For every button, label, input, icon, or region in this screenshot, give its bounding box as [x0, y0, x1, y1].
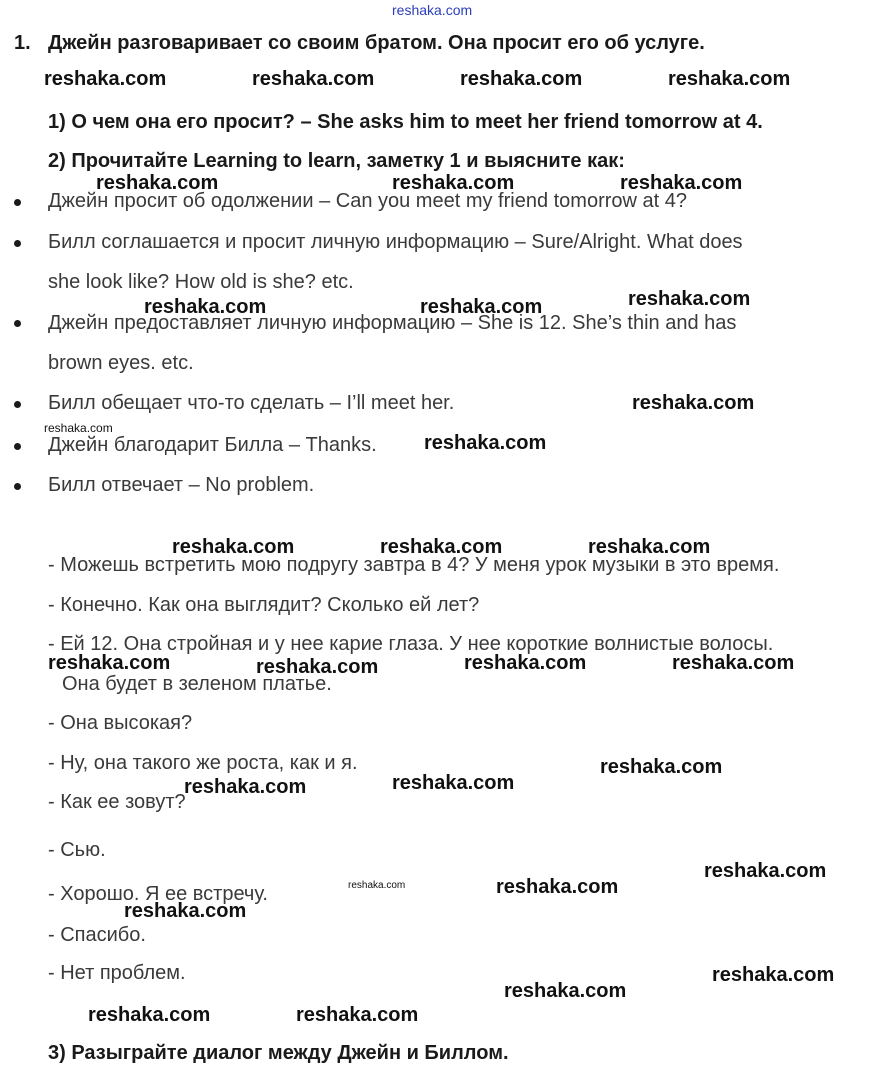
dialog-line: - Ну, она такого же роста, как и я. — [48, 752, 358, 774]
watermark: reshaka.com — [392, 772, 515, 794]
watermark: reshaka.com — [712, 964, 835, 986]
watermark: reshaka.com — [88, 1004, 211, 1026]
task-number: 1. — [14, 32, 31, 54]
question-1: 1) О чем она его просит? – She asks him to meet her friend tomorrow at 4. — [48, 111, 763, 133]
watermark: reshaka.com — [668, 68, 791, 90]
bullet-text: Джейн предоставляет личную информацию – She is 12. She’s thin and has — [48, 312, 737, 334]
watermark: reshaka.com — [704, 860, 827, 882]
dialog-line: - Конечно. Как она выглядит? Сколько ей лет? — [48, 594, 480, 616]
bullet-dot — [14, 240, 21, 247]
bullet-text-continued: she look like? How old is she? etc. — [48, 271, 354, 293]
watermark: reshaka.com — [392, 172, 515, 194]
bullet-text: Билл обещает что-то сделать – I’ll meet her. — [48, 392, 455, 414]
watermark: reshaka.com — [172, 536, 295, 558]
watermark: reshaka.com — [632, 392, 755, 414]
task-title: Джейн разговаривает со своим братом. Она просит его об услуге. — [48, 32, 705, 54]
bullet-text: Джейн благодарит Билла – Thanks. — [48, 434, 377, 456]
watermark: reshaka.com — [96, 172, 219, 194]
bullet-text: Джейн просит об одолжении – Can you meet my friend tomorrow at 4? — [48, 190, 688, 212]
watermark: reshaka.com — [504, 980, 627, 1002]
watermark: reshaka.com — [600, 756, 723, 778]
question-2: 2) Прочитайте Learning to learn, заметку 1 и выясните как: — [48, 150, 625, 172]
watermark: reshaka.com — [380, 536, 503, 558]
bullet-dot — [14, 401, 21, 408]
small-watermark: reshaka.com — [348, 880, 406, 891]
watermark: reshaka.com — [296, 1004, 419, 1026]
dialog-line: - Хорошо. Я ее встречу. — [48, 883, 268, 905]
bullet-text: Билл отвечает – No problem. — [48, 474, 315, 496]
small-watermark: reshaka.com — [44, 421, 113, 435]
dialog-line: - Ей 12. Она стройная и у нее карие глаза. У нее короткие волнистые волосы. — [48, 633, 774, 655]
watermark: reshaka.com — [256, 656, 379, 678]
watermark: reshaka.com — [124, 900, 247, 922]
watermark: reshaka.com — [44, 68, 167, 90]
dialog-line: Она будет в зеленом платье. — [62, 673, 332, 695]
watermark: reshaka.com — [252, 68, 375, 90]
watermark: reshaka.com — [420, 296, 543, 318]
watermark: reshaka.com — [464, 652, 587, 674]
watermark: reshaka.com — [48, 652, 171, 674]
watermark: reshaka.com — [144, 296, 267, 318]
watermark: reshaka.com — [672, 652, 795, 674]
watermark: reshaka.com — [496, 876, 619, 898]
watermark: reshaka.com — [588, 536, 711, 558]
watermark: reshaka.com — [460, 68, 583, 90]
watermark: reshaka.com — [184, 776, 307, 798]
bullet-dot — [14, 483, 21, 490]
bullet-text: Билл соглашается и просит личную информацию – Sure/Alright. What does — [48, 231, 743, 253]
dialog-line: - Она высокая? — [48, 712, 193, 734]
watermark: reshaka.com — [628, 288, 751, 310]
top-watermark: reshaka.com — [392, 2, 473, 18]
watermark: reshaka.com — [424, 432, 547, 454]
dialog-line: - Можешь встретить мою подругу завтра в 4? У меня урок музыки в это время. — [48, 554, 780, 576]
watermark: reshaka.com — [620, 172, 743, 194]
question-3: 3) Разыграйте диалог между Джейн и Биллом. — [48, 1042, 509, 1064]
dialog-line: - Сью. — [48, 839, 106, 861]
bullet-dot — [14, 199, 21, 206]
dialog-line: - Спасибо. — [48, 924, 146, 946]
dialog-line: - Как ее зовут? — [48, 791, 186, 813]
dialog-line: - Нет проблем. — [48, 962, 186, 984]
bullet-text-continued: brown eyes. etc. — [48, 352, 194, 374]
bullet-dot — [14, 443, 21, 450]
bullet-dot — [14, 320, 21, 327]
